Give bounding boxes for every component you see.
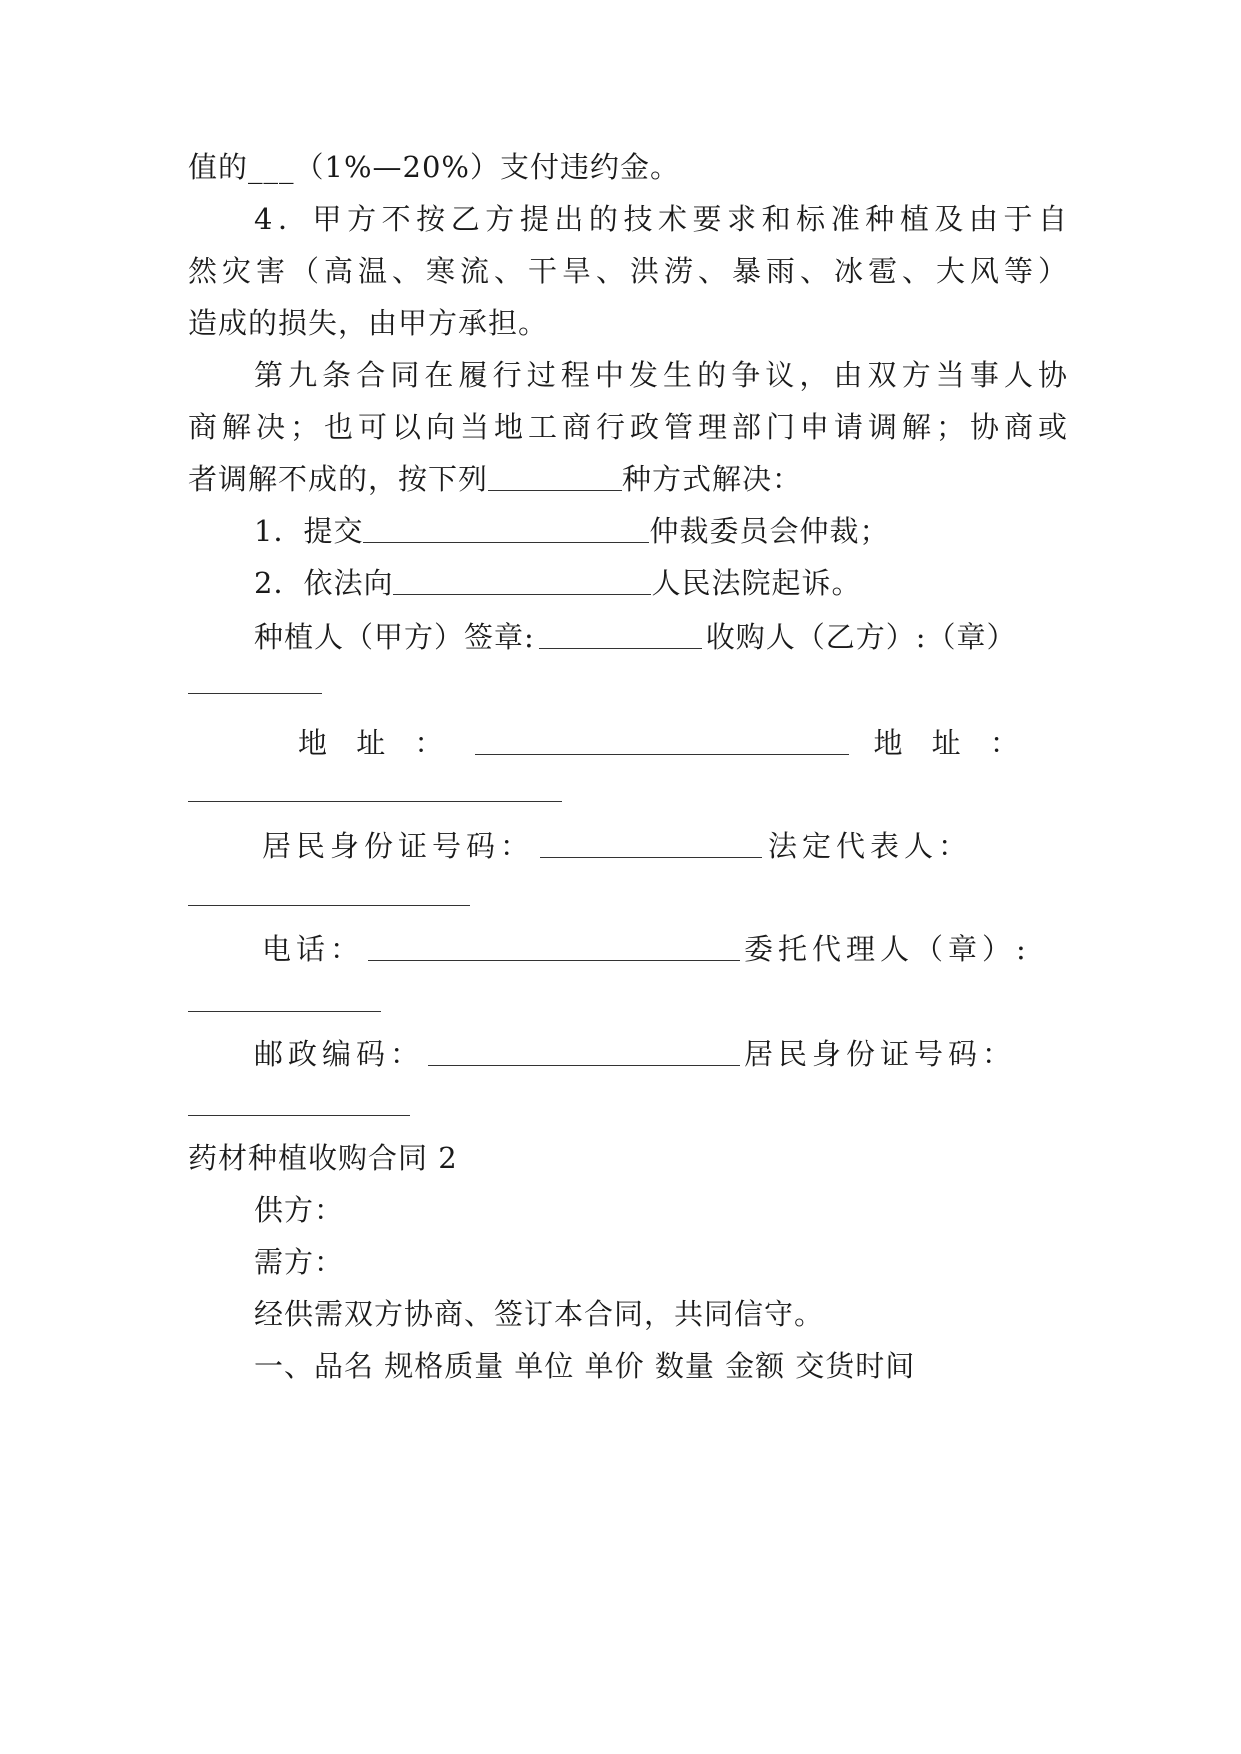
text-segment: 种植人（甲方）签章: — [254, 620, 535, 654]
fill-in-blank[interactable] — [475, 728, 849, 755]
fill-in-blank[interactable] — [368, 934, 740, 961]
text-segment: 居民身份证号码： — [744, 1037, 1017, 1071]
postcode-line — [254, 1034, 1068, 1074]
text-segment: 2．依法向 — [254, 566, 394, 600]
phone-line — [262, 929, 1068, 969]
text-line: 然灾害（高温、寒流、干旱、洪涝、暴雨、冰雹、大风等） — [188, 254, 1068, 288]
text-segment: 委托代理人（章）: — [744, 932, 1031, 966]
address-line — [298, 723, 1068, 763]
contract-title: 药材种植收购合同 2 — [188, 1141, 458, 1175]
fill-in-blank[interactable] — [188, 1115, 410, 1116]
text-segment: 仲裁委员会仲裁； — [649, 514, 890, 548]
arbitration-line — [254, 511, 1068, 551]
text-segment: 地 址 ： — [298, 726, 454, 760]
text-segment: 者调解不成的，按下列 — [188, 462, 489, 496]
article-9-line: 第九条合同在履行过程中发生的争议，由双方当事人协 — [254, 358, 1068, 392]
buyer-label: 需方： — [254, 1245, 345, 1279]
fill-in-blank[interactable] — [393, 568, 651, 595]
text-line: 造成的损失，由甲方承担。 — [188, 306, 549, 340]
text-segment: 居民身份证号码： — [262, 829, 535, 863]
litigation-line — [254, 563, 1068, 603]
fill-in-blank[interactable] — [188, 693, 322, 694]
fill-in-blank[interactable] — [540, 831, 762, 858]
item-table-header: 一、品名 规格质量 单位 单价 数量 金额 交货时间 — [254, 1349, 916, 1383]
text-segment: 1．提交 — [254, 514, 364, 548]
text-segment: 人民法院起诉。 — [651, 566, 862, 600]
text-segment: 邮政编码： — [254, 1037, 425, 1071]
text-segment: 收购人（乙方）:（章） — [705, 620, 1017, 654]
text-line — [188, 459, 1068, 499]
fill-in-blank[interactable] — [363, 516, 649, 543]
fill-in-blank[interactable] — [188, 905, 470, 906]
text-segment: 种方式解决： — [622, 462, 803, 496]
text-line: 值的___（1%—20%）支付违约金。 — [188, 150, 680, 184]
supplier-label: 供方： — [254, 1193, 345, 1227]
text-line: 商解决；也可以向当地工商行政管理部门申请调解；协商或 — [188, 410, 1068, 444]
fill-in-blank[interactable] — [488, 464, 622, 491]
agreement-text: 经供需双方协商、签订本合同，共同信守。 — [254, 1297, 825, 1331]
signature-line — [254, 617, 1068, 657]
text-segment: 地 址 ： — [873, 726, 1029, 760]
id-number-line — [262, 826, 1068, 866]
clause-4-line: 4．甲方不按乙方提出的技术要求和标准种植及由于自 — [254, 202, 1068, 236]
fill-in-blank[interactable] — [188, 1011, 381, 1012]
fill-in-blank[interactable] — [428, 1039, 740, 1066]
text-segment: 法定代表人： — [768, 829, 973, 863]
fill-in-blank[interactable] — [188, 801, 562, 802]
fill-in-blank[interactable] — [539, 622, 702, 649]
text-segment: 电话： — [262, 932, 365, 966]
